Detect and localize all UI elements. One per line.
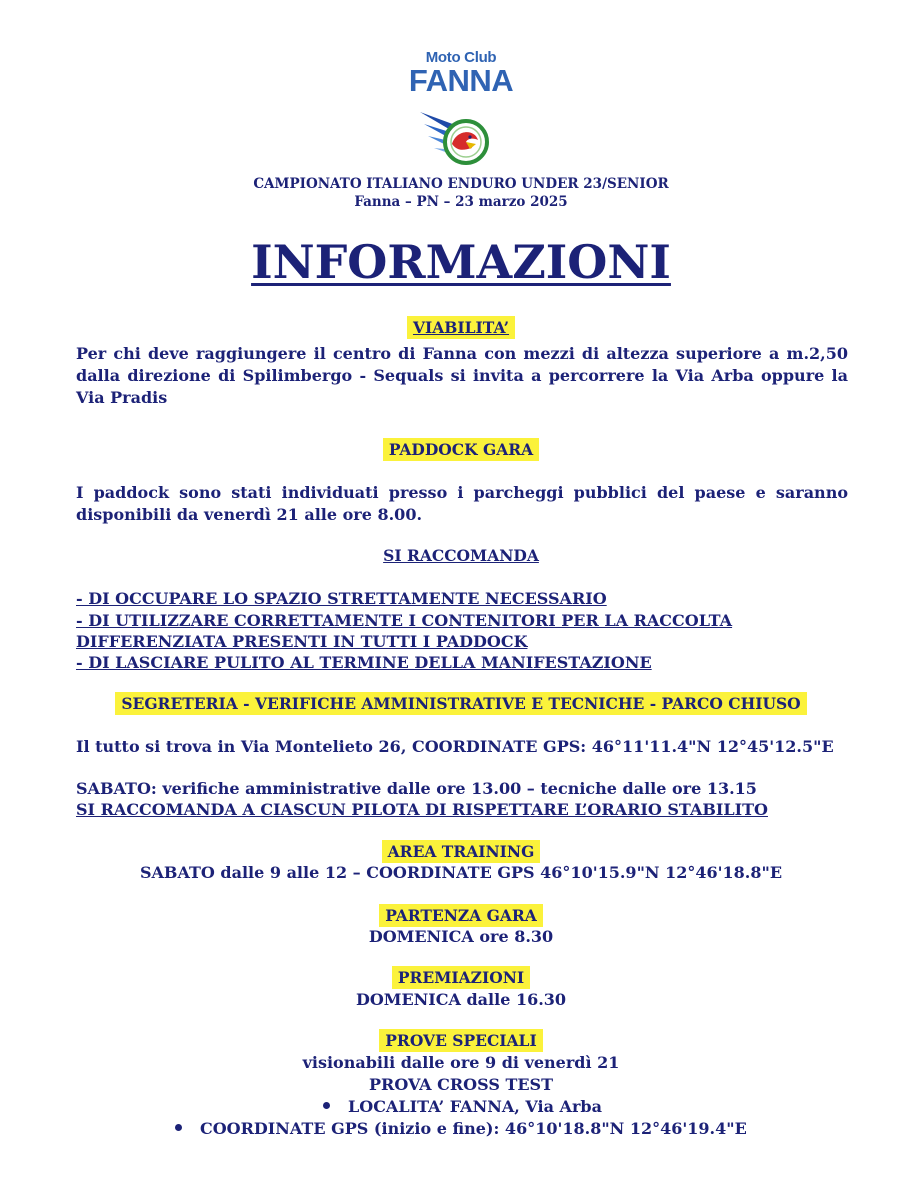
list-item: COORDINATE GPS (inizio e fine): 46°10'18.8"N 12°46'19.4"E [175, 1118, 747, 1140]
viabilita-text: Per chi deve raggiungere il centro di Fanna con mezzi di altezza superiore a m.2,50 dalla direzione di Spilimbergo - Sequals si invita a percorrere la Via Arba oppure la Via Pradis [76, 344, 848, 407]
section-heading-premiazioni: PREMIAZIONI [0, 968, 922, 988]
club-emblem-icon [418, 104, 494, 170]
prove-cross-test: PROVA CROSS TEST [369, 1075, 553, 1094]
section-heading-training: AREA TRAINING [0, 842, 922, 862]
section-heading-segreteria: SEGRETERIA - VERIFICHE AMMINISTRATIVE E TECNICHE - PARCO CHIUSO [0, 694, 922, 714]
training-text: SABATO dalle 9 alle 12 – COORDINATE GPS 46°10'15.9"N 12°46'18.8"E [139, 863, 783, 882]
page-title: INFORMAZIONI [251, 235, 671, 289]
bullet-icon [175, 1124, 182, 1131]
section-heading-viabilita: VIABILITA’ [0, 318, 922, 338]
segreteria-text: Il tutto si trova in Via Montelieto 26, COORDINATE GPS: 46°11'11.4"N 12°45'12.5"E [76, 737, 834, 756]
championship-title: CAMPIONATO ITALIANO ENDURO UNDER 23/SENIOR [253, 176, 669, 192]
segreteria-warning: SI RACCOMANDA A CIASCUN PILOTA DI RISPETTARE L’ORARIO STABILITO [76, 800, 768, 819]
club-logo [0, 50, 922, 96]
logo-title: FANNA [408, 63, 514, 98]
section-heading-partenza: PARTENZA GARA [0, 906, 922, 926]
section-heading-paddock: PADDOCK GARA [0, 440, 922, 460]
section-heading-prove: PROVE SPECIALI [0, 1031, 922, 1051]
event-date-place: Fanna – PN – 23 marzo 2025 [354, 194, 568, 210]
prove-visionabili: visionabili dalle ore 9 di venerdì 21 [302, 1053, 620, 1072]
segreteria-sabato: SABATO: verifiche amministrative dalle ore 13.00 – tecniche dalle ore 13.15 [76, 779, 757, 798]
logo-subtitle: Moto Club [425, 49, 497, 66]
partenza-text: DOMENICA ore 8.30 [368, 927, 554, 946]
premiazioni-text: DOMENICA dalle 16.30 [355, 990, 567, 1009]
bullet-icon [323, 1102, 330, 1109]
raccomanda-item: - DI LASCIARE PULITO AL TERMINE DELLA MANIFESTAZIONE [76, 653, 652, 672]
list-item: LOCALITA’ FANNA, Via Arba [323, 1096, 602, 1118]
paddock-text: I paddock sono stati individuati presso i parcheggi pubblici del paese e saranno disponibili da venerdì 21 alle ore 8.00. [76, 483, 848, 524]
raccomanda-item: - DI UTILIZZARE CORRETTAMENTE I CONTENITORI PER LA RACCOLTA [76, 611, 733, 630]
raccomanda-item: DIFFERENZIATA PRESENTI IN TUTTI I PADDOCK [76, 632, 528, 651]
raccomanda-item: - DI OCCUPARE LO SPAZIO STRETTAMENTE NECESSARIO [76, 589, 607, 608]
section-heading-raccomanda: SI RACCOMANDA [383, 546, 539, 565]
